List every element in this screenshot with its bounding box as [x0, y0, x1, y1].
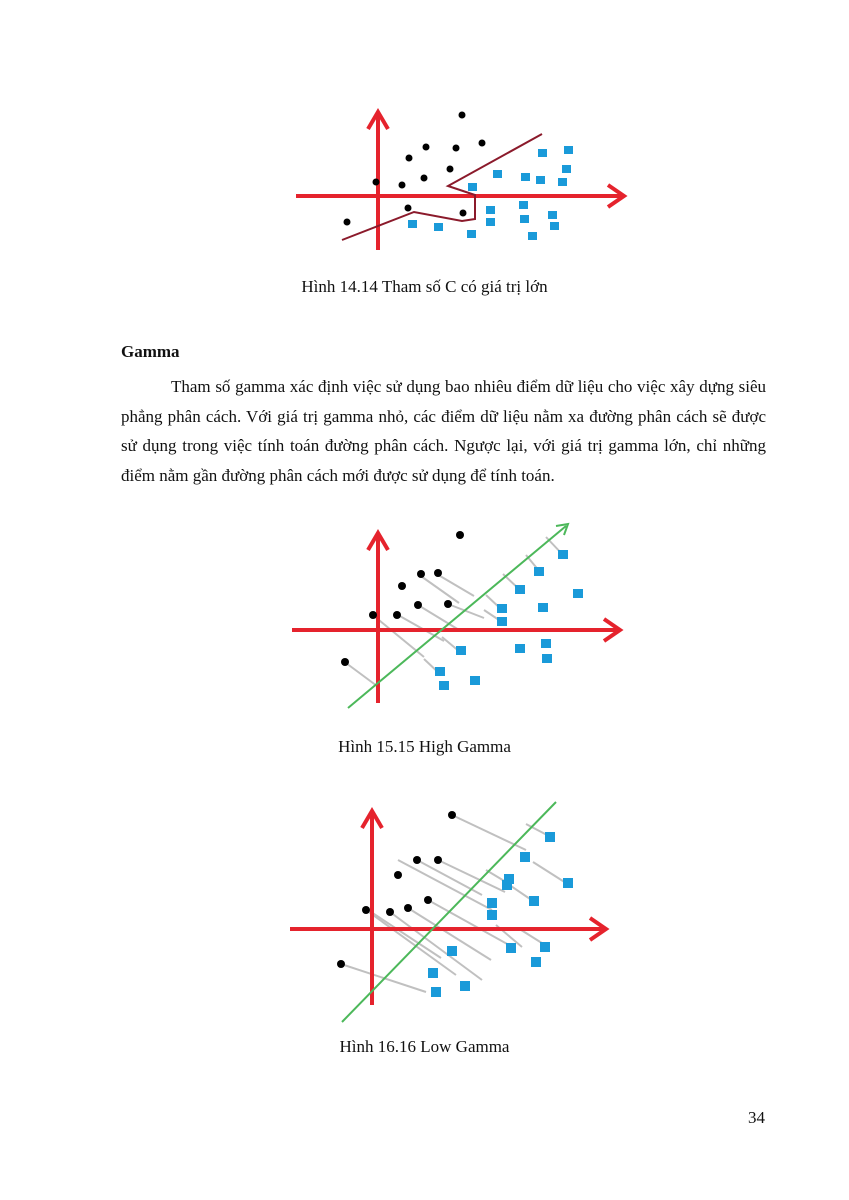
- figure-high-gamma-diagram: [288, 518, 628, 718]
- figure-c-large-diagram: [290, 105, 630, 255]
- decision-boundary: [342, 802, 556, 1022]
- paragraph-text: Tham số gamma xác định việc sử dụng bao nhiêu điểm dữ liệu cho việc xây dựng siêu phẳng phân cách. Với giá trị gamma nhỏ, các điểm dữ liệu nằm xa đường phân cách sẽ được sử dụng trong việc tính toán đường phân cách. Ngược lại, với giá trị gamma lớn, chỉ những điểm nằm gần đường phân cách mới được sử dụng để tính toán.: [121, 377, 766, 485]
- class-b-points: [428, 832, 573, 997]
- section-heading: Gamma: [121, 342, 180, 361]
- class-b-points: [435, 550, 583, 690]
- class-a-points: [341, 531, 464, 666]
- class-b-points: [408, 146, 573, 240]
- page-number: 34: [748, 1108, 765, 1127]
- figure-low-gamma-diagram: [286, 800, 626, 1030]
- axes: [296, 112, 624, 250]
- figure-caption-16-16: Hình 16.16 Low Gamma: [339, 1037, 510, 1056]
- class-a-points: [344, 112, 486, 226]
- section-paragraph: [121, 372, 766, 490]
- decision-boundary: [348, 526, 566, 708]
- figure-caption-14-14: Hình 14.14 Tham số C có giá trị lớn: [301, 277, 548, 296]
- axes: [290, 811, 606, 1005]
- figure-caption-15-15: Hình 15.15 High Gamma: [338, 737, 511, 756]
- class-a-points: [337, 811, 456, 968]
